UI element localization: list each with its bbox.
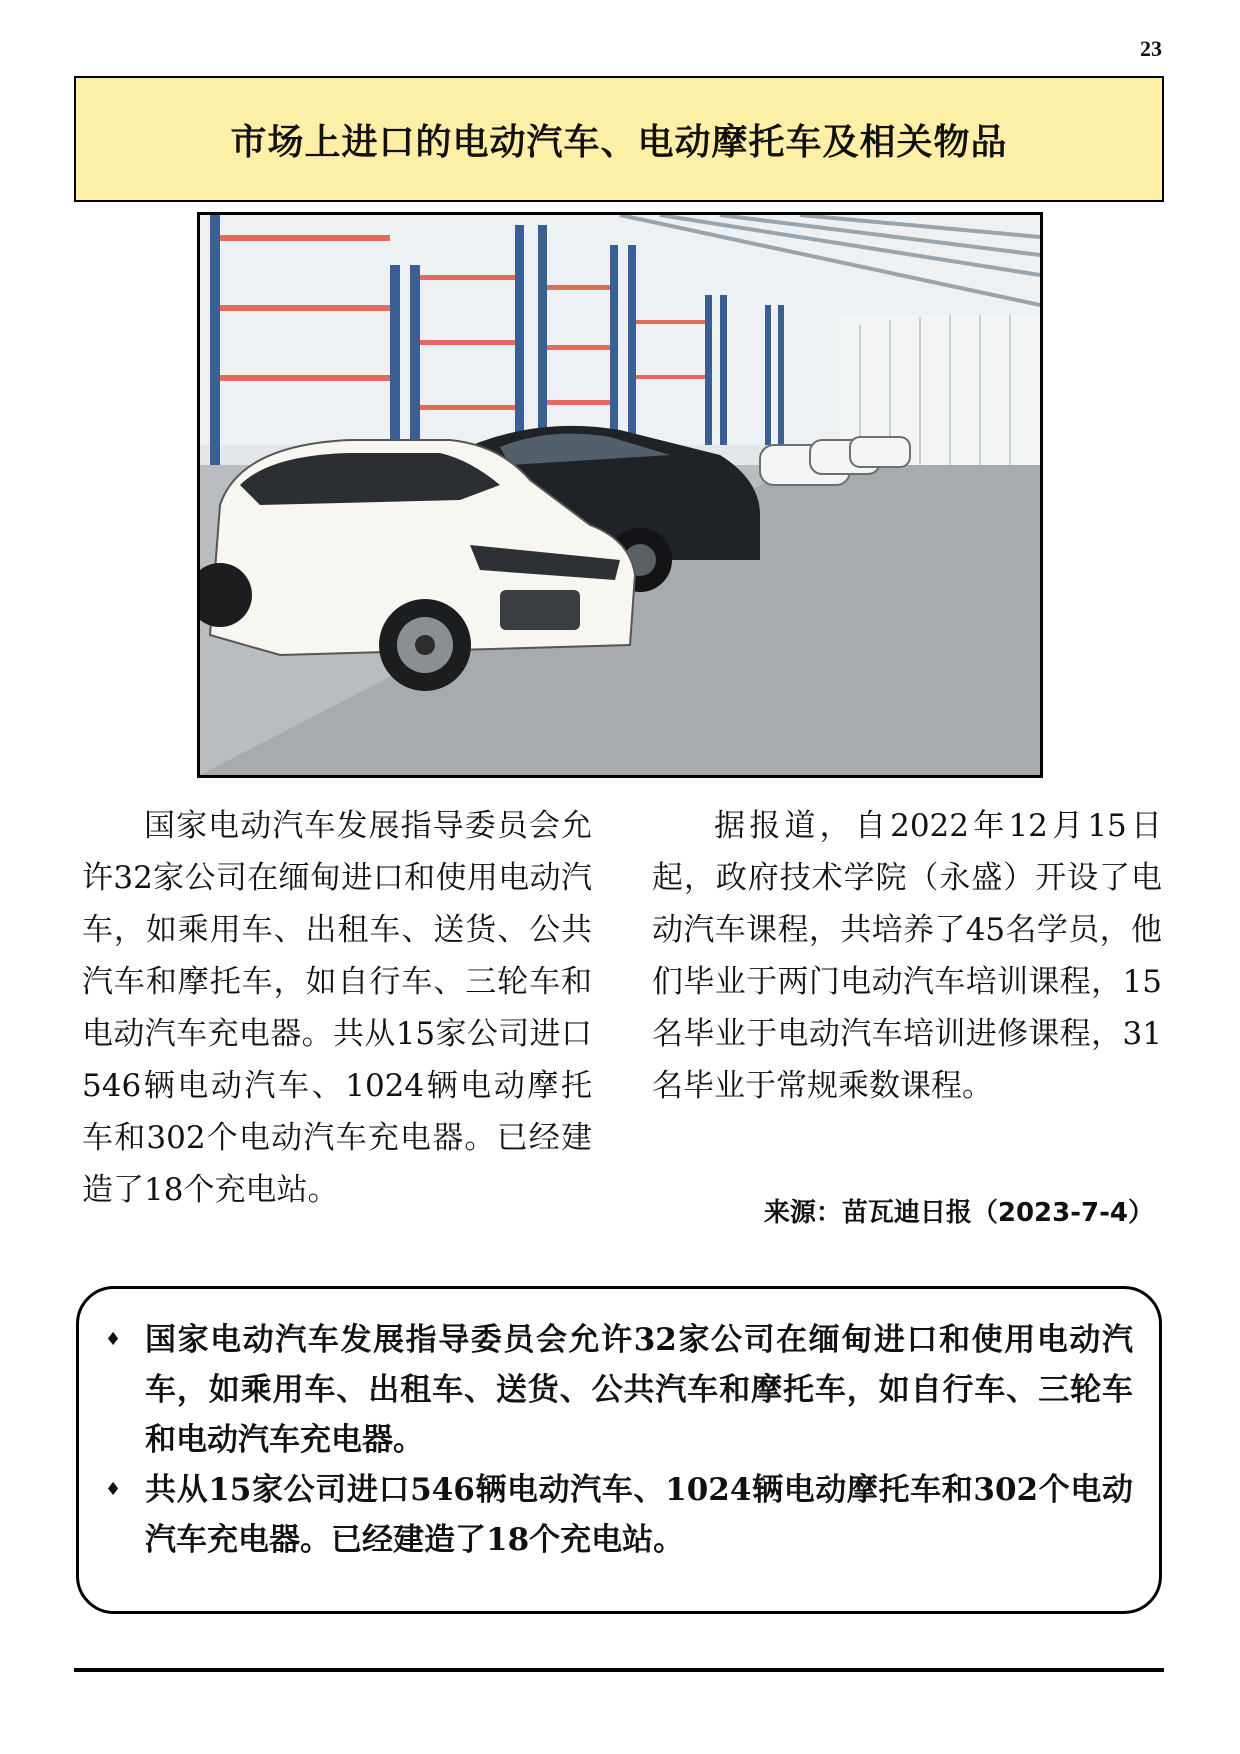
summary-list — [99, 1315, 1133, 1565]
diamond-bullet-icon: ♦ — [105, 1479, 122, 1500]
car-photo-illustration — [200, 215, 1040, 775]
summary-item-text: 共从15家公司进口546辆电动汽车、1024辆电动摩托车和302个电动汽车充电器。已经建造了18个充电站。 — [145, 1472, 1133, 1558]
article-columns — [82, 800, 1162, 1216]
footer-divider — [74, 1668, 1164, 1672]
source-citation: 来源：苗瓦迪日报（2023-7-4） — [763, 1198, 1154, 1228]
article-right-column — [652, 800, 1162, 1216]
article-left-paragraph: 国家电动汽车发展指导委员会允许32家公司在缅甸进口和使用电动汽车，如乘用车、出租车、送货、公共汽车和摩托车，如自行车、三轮车和电动汽车充电器。共从15家公司进口546辆电动汽车、1024辆电动摩托车和302个电动汽车充电器。已经建造了18个充电站。 — [82, 808, 592, 1208]
page-title: 市场上进口的电动汽车、电动摩托车及相关物品 — [230, 121, 1008, 163]
diamond-bullet-icon: ♦ — [105, 1329, 122, 1350]
summary-item — [99, 1315, 1133, 1465]
title-box — [74, 76, 1164, 202]
article-right-paragraph: 据报道，自2022年12月15日起，政府技术学院（永盛）开设了电动汽车课程，共培养了45名学员，他们毕业于两门电动汽车培训课程，15名毕业于电动汽车培训进修课程，31名毕业于常规乘数课程。 — [652, 808, 1162, 1104]
summary-item-text: 国家电动汽车发展指导委员会允许32家公司在缅甸进口和使用电动汽车，如乘用车、出租车、送货、公共汽车和摩托车，如自行车、三轮车和电动汽车充电器。 — [145, 1322, 1133, 1458]
article-left-column — [82, 800, 592, 1216]
summary-item — [99, 1465, 1133, 1565]
summary-box — [76, 1286, 1162, 1614]
page-number: 23 — [1140, 36, 1162, 61]
car-warehouse-photo — [197, 212, 1043, 778]
